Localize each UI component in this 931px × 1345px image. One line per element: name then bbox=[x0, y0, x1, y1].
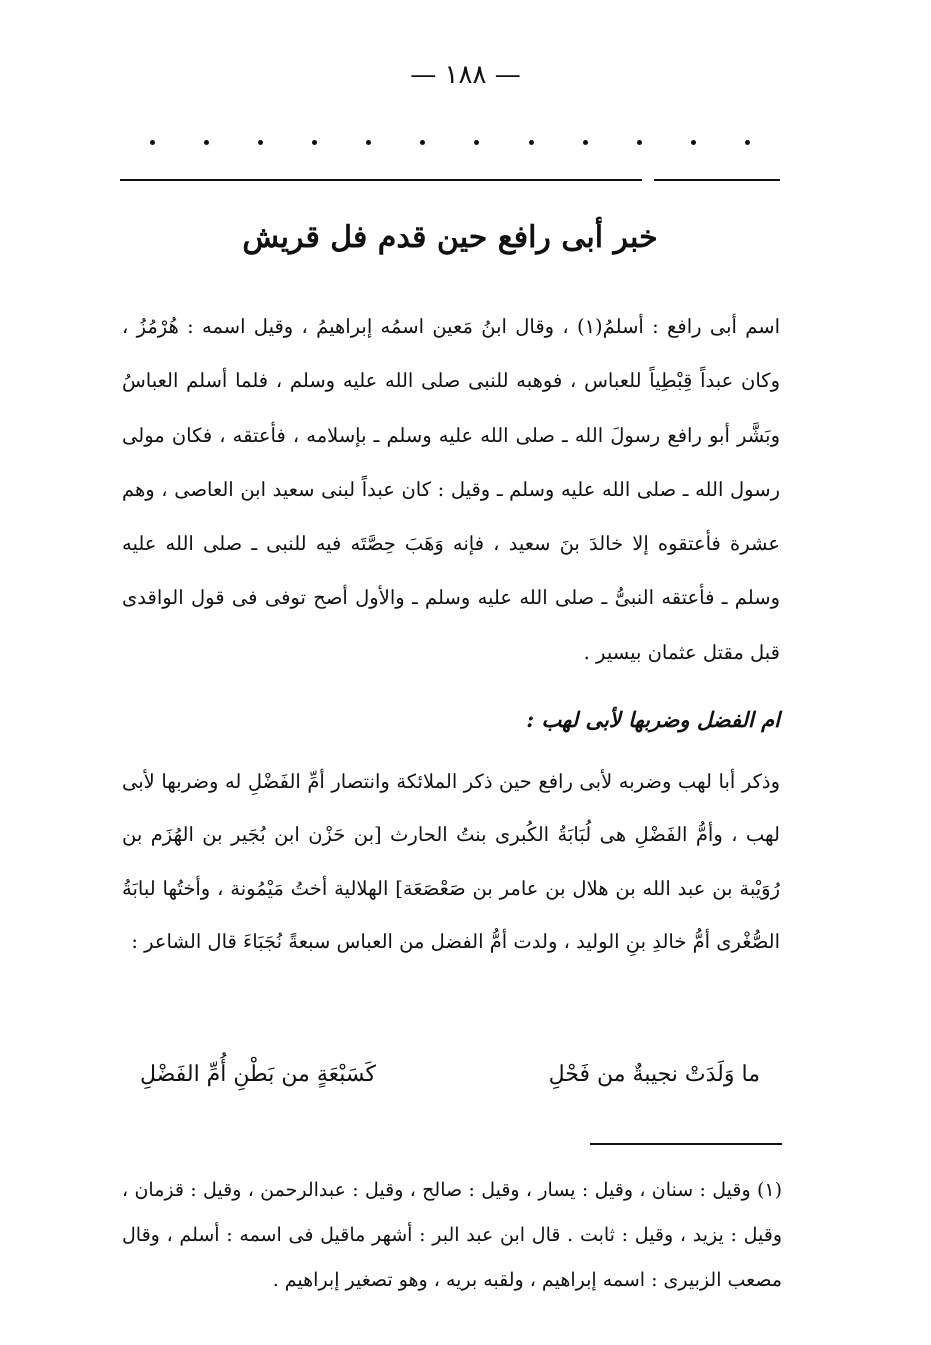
poetry-verse bbox=[140, 1062, 760, 1087]
paragraph-umm-al-fadl bbox=[122, 755, 780, 969]
header-rule-long bbox=[120, 179, 642, 181]
ornament-dot bbox=[204, 140, 209, 145]
footnote-separator bbox=[590, 1143, 782, 1145]
paragraph-abu-rafi bbox=[122, 300, 780, 680]
ornament-dot bbox=[583, 140, 588, 145]
section-title: خبر أبى رافع حين قدم فل قريش bbox=[242, 220, 658, 255]
verse-left-hemistich: كَسَبْعَةٍ من بَطْنِ أُمِّ الفَضْلِ bbox=[140, 1062, 376, 1087]
footnotes bbox=[122, 1168, 782, 1303]
subheading-umm-al-fadl: ام الفضل وضربها لأبى لهب : bbox=[526, 707, 780, 732]
verse-right-hemistich: ما وَلَدَتْ نجيبةٌ من فَحْلِ bbox=[548, 1062, 760, 1087]
ornament-dot bbox=[745, 140, 750, 145]
ornament-dot bbox=[258, 140, 263, 145]
header-rule-short bbox=[654, 179, 780, 181]
ornament-dot bbox=[691, 140, 696, 145]
ornament-dot bbox=[637, 140, 642, 145]
ornament-dot bbox=[474, 140, 479, 145]
ornament-dot bbox=[420, 140, 425, 145]
ornament-dot bbox=[150, 140, 155, 145]
page-number: — ١٨٨ — bbox=[410, 60, 521, 90]
paragraph-text: وذكر أبا لهب وضربه لأبى رافع حين ذكر الملائكة وانتصار أمِّ الفَضْلِ له وضربها لأبى لهب ، وأمُّ الفَضْلِ هى لُبَابَةُ الكُبرى بنتُ الحارث [بن حَزْن ابن بُجَير بن الهُزَم بن رُوَيْبة بن عبد الله بن هلال بن عامر بن صَعْصَعَة] الهلالية أختُ مَيْمُونة ، وأختُها لبابَةُ الصُّغْرى أمُّ خالدِ بنِ الوليد ، ولدت أمُّ الفضل من العباس سبعةً نُجَبَاءَ قال الشاعر : bbox=[122, 770, 780, 954]
ornament-dot bbox=[529, 140, 534, 145]
paragraph-text: اسم أبى رافع : أسلمُ(١) ، وقال ابنُ مَعين اسمُه إبراهيمُ ، وقيل اسمه : هُرْمُزُ ، وكان عبداً قِبْطِياً للعباس ، فوهبه للنبى صلى الله عليه وسلم ، فلما أسلم العباسُ وبَشَّر أبو رافع رسولَ الله ـ صلى الله عليه وسلم ـ بإسلامه ، فأعتقه ، فكان مولى رسول الله ـ صلى الله عليه وسلم ـ وقيل : كان عبداً لبنى سعيد ابن العاصى ، وهم عشرة فأعتقوه إلا خالدَ بنَ سعيد ، فإنه وَهَبَ حِصَّتَه فيه للنبى ـ صلى الله عليه وسلم ـ فأعتقه النبىُّ ـ صلى الله عليه وسلم ـ والأول أصح توفى فى قول الواقدى قبل مقتل عثمان بيسير . bbox=[122, 315, 780, 664]
ornament-dot bbox=[366, 140, 371, 145]
footnote-1: (١) وقيل : سنان ، وقيل : يسار ، وقيل : صالح ، وقيل : عبدالرحمن ، وقيل : قزمان ، وقيل : يزيد ، وقيل : ثابت . قال ابن عبد البر : أشهر ماقيل فى اسمه : أسلم ، وقال مصعب الزبيرى : اسمه إبراهيم ، ولقبه بريه ، وهو تصغير إبراهيم . bbox=[122, 1179, 782, 1291]
header-ornament-dots bbox=[150, 140, 750, 145]
ornament-dot bbox=[312, 140, 317, 145]
